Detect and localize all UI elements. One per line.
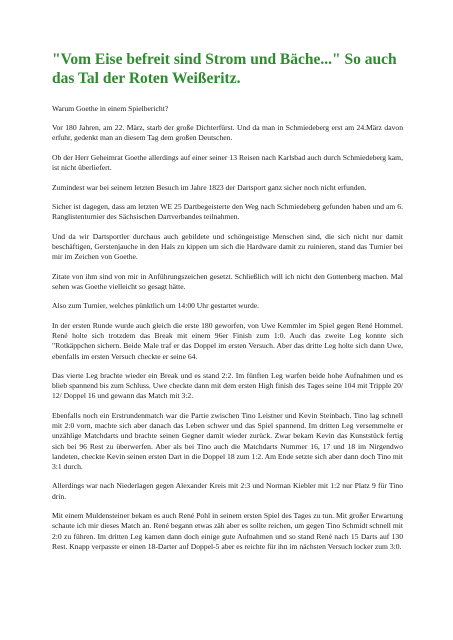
paragraph: Ebenfalls noch ein Erstrundenmatch war die Partie zwischen Tino Leistner und Kevin Steinbach. Tino lag schnell mit 2:0 vorn, machte sich aber danach das Leben schwer und das Spiel spannend. Im dritten Leg versemmelte er unzählige Matchdarts und brachte seinen Gegner damit wieder zurück. Zwar bekam Kevin das Kunststück fertig sich bei 96 Rest zu überwerfen. Aber als bei Tino auch die Matchdarts Nummer 16, 17 und 18 im Nirgendwo landeten, checkte Kevin seinen ersten Dart in die Doppel 18 zum 1:2. Am Ende setzte sich aber dann doch Tino mit 3:1 durch. [52, 410, 403, 471]
paragraph: Warum Goethe in einem Spielbericht? [52, 104, 169, 113]
paragraph: Ob der Herr Geheimrat Goethe allerdings auf einer seiner 13 Reisen nach Karlsbad auch durch Schmiedeberg kam, ist nicht überliefert. [52, 152, 403, 173]
paragraph: Zitate von ihm sind von mir in Anführungszeichen gesetzt. Schließlich will ich nicht den Guttenberg machen. Mal sehen was Goethe vielleicht so gesagt hätte. [52, 271, 403, 291]
paragraph: Das vierte Leg brachte wieder ein Break und es stand 2:2. Im fünften Leg warfen beide hohe Aufnahmen und es blieb spannend bis zum Schluss. Uwe checkte dann mit dem ersten High finish des Tages seine 104 mit Tripple 20/ 12/ Doppel 16 und gewann das Match mit 3:2. [52, 371, 403, 401]
paragraph: Und da wir Dartsportler durchaus auch gebildete und schöngeistige Menschen sind, die sich nicht nur damit beschäftigen, Gerstenjauche in den Hals zu kippen um sich die Hardware damit zu ruinieren, stand das Turnier bei mir im Zeichen von Goethe. [52, 231, 403, 262]
article-title: "Vom Eise befreit sind Strom und Bäche..." So auch das Tal der Roten Weißeritz. [52, 51, 397, 87]
paragraph: Sicher ist dagegen, dass am letzten WE 25 Dartbegeisterte den Weg nach Schmiedeberg gefunden haben und am 6. Ranglistenturnier des Sächsischen Dartverbandes teilnahmen. [52, 202, 403, 222]
paragraph: Mit einem Muldensteiner bekam es auch René Pohl in seinem ersten Spiel des Tages zu tun. Mit großer Erwartung schaute ich mir dieses Match an. René begann etwas zäh aber es sollte reichen, um gegen Tino Schmidt schnell mit 2:0 zu führen. Im dritten Leg kamen dann doch einige gute Aufnahmen und so stand René nach 15 Darts auf 130 Rest. Knapp verpasste er einen 18-Darter auf Doppel-5 aber es reichte für ihn im nächsten Versuch locker zum 3:0. [52, 511, 403, 551]
paragraph: In der ersten Runde wurde auch gleich die erste 180 geworfen, von Uwe Kemmler im Spiel gegen René Hommel. René holte sich trotzdem das Break mit einem 96er Finish zum 1:0. Auch das zweite Leg konnte sich "Rotkäppchen sichern. Beide Male traf er das Doppel im ersten Versuch. Aber das dritte Leg holte sich dann Uwe, ebenfalls im ersten Versuch checkte er seine 64. [52, 320, 403, 361]
paragraph: Allerdings war nach Niederlagen gegen Alexander Kreis mit 2:3 und Norman Kiebler mit 1:2 nur Platz 9 für Tino drin. [52, 481, 403, 501]
paragraph: Zumindest war bei seinem letzten Besuch im Jahre 1823 der Dartsport ganz sicher noch nicht erfunden. [52, 182, 367, 192]
paragraph: Vor 180 Jahren, am 22. März, starb der große Dichterfürst. Und da man in Schmiedeberg erst am 24.März davon erfuhr, gedenkt man an diesem Tag dem großen Deutschen. [52, 123, 403, 143]
paragraph: Also zum Turnier, welches pünktlich um 14:00 Uhr gestartet wurde. [52, 301, 260, 311]
